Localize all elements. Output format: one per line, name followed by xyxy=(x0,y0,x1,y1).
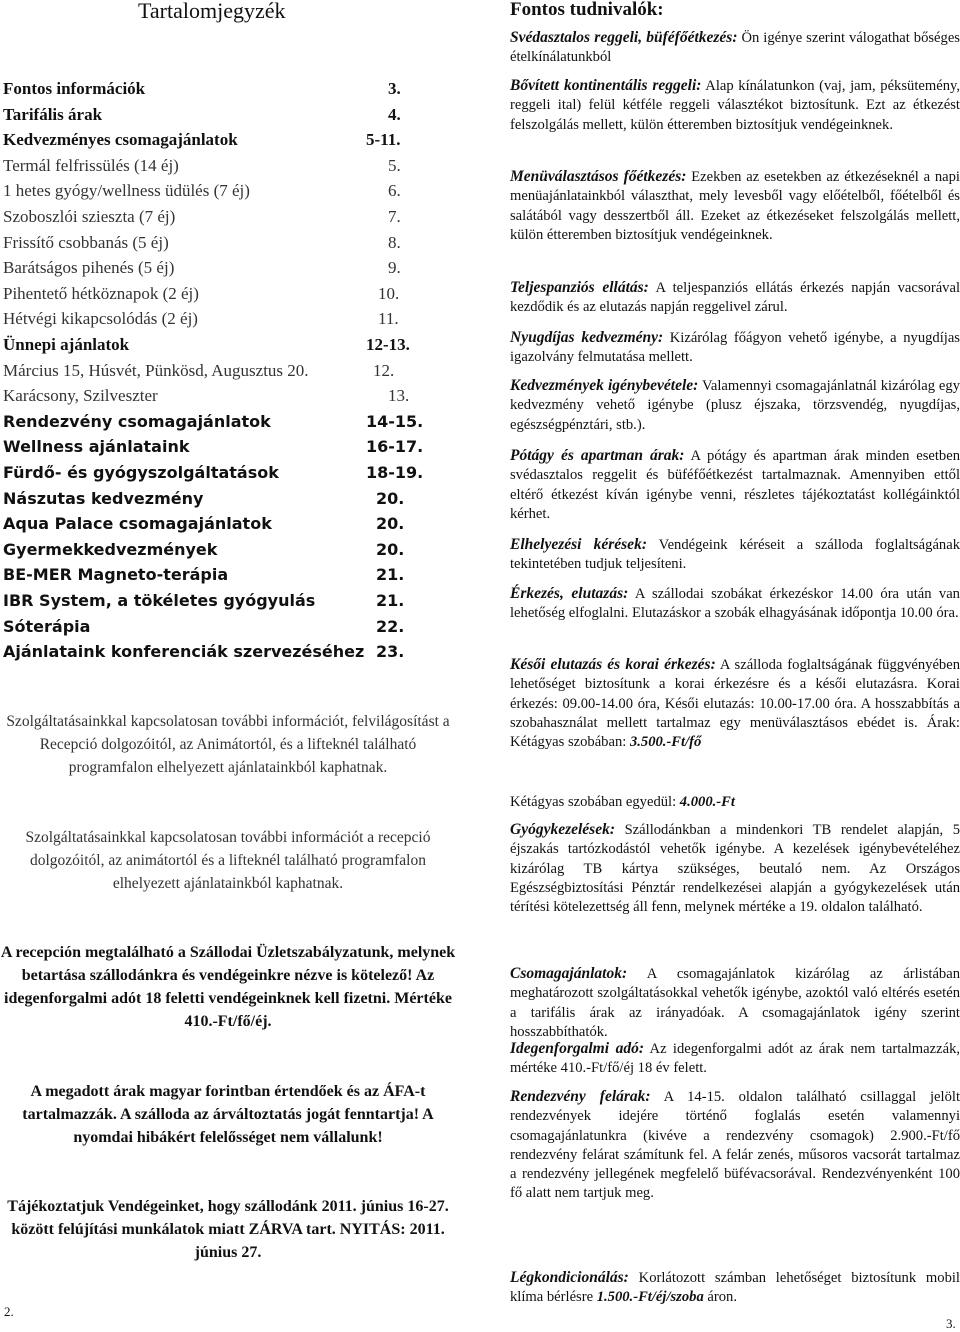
info-item xyxy=(510,655,960,752)
toc-item-label: Fürdő- és gyógyszolgáltatások xyxy=(3,463,279,482)
toc-item[interactable] xyxy=(3,588,403,613)
toc-item-page: 6. xyxy=(388,181,401,201)
info-item-text: Kizárólag főágyon vehető igénybe, a nyugdíjas igazolvány felmutatása mellett. xyxy=(510,330,960,366)
info-item xyxy=(510,1039,960,1079)
toc-item[interactable] xyxy=(3,537,403,562)
toc-item-label: Pihentető hétköznapok (2 éj) xyxy=(3,283,199,303)
toc-item[interactable] xyxy=(3,281,403,306)
toc-item[interactable] xyxy=(3,230,403,255)
info-item-key: Nyugdíjas kedvezmény: xyxy=(510,329,664,346)
info-item-text: Vendégeink kéréseit a szálloda foglaltságának tekintetében tudjuk teljesíteni. xyxy=(510,537,960,573)
info-item-price: 3.500.-Ft/fő xyxy=(629,734,702,751)
toc-item-label: Rendezvény csomagajánlatok xyxy=(3,411,271,431)
toc-item-label: Gyermekkedvezmények xyxy=(3,539,218,559)
info-item xyxy=(510,28,960,68)
toc-item[interactable] xyxy=(3,562,403,587)
toc-item-label: Nászutas kedvezmény xyxy=(3,488,204,508)
toc-item[interactable] xyxy=(3,486,403,511)
toc-item-page: 10. xyxy=(378,283,400,303)
toc-item-page: 20. xyxy=(376,488,405,508)
toc-item-label: Ünnepi ajánlatok xyxy=(3,335,130,354)
toc-item-page: 8. xyxy=(388,232,401,252)
info-item xyxy=(510,1087,960,1204)
toc-item[interactable] xyxy=(3,460,424,485)
toc-item-page: 16-17. xyxy=(366,437,424,457)
info-item-key: Idegenforgalmi adó: xyxy=(510,1040,645,1057)
toc-item[interactable] xyxy=(3,178,403,203)
page-number-right: 3. xyxy=(946,1316,956,1331)
toc-item-label: Ajánlataink konferenciák szervezéséhez xyxy=(3,642,365,662)
info-item-text: Az idegenforgalmi adót az árak nem tartalmazzák, mértéke 410.-Ft/fő/éj 18 év felett. xyxy=(510,1041,960,1077)
toc-item-page: 5. xyxy=(388,155,401,175)
toc-item[interactable] xyxy=(3,204,403,229)
toc-item-page: 11. xyxy=(378,309,399,329)
info-item-text: Szállodánkban a mindenkori TB rendelet alapján, 5 éjszakás tartózkodástól vehetők igénybe. A kezelések igénybevételéhez kizárólag TB kártya szükséges, beutaló nem. Az Országos Egészségbiztosítási Pénztár rendelkezései alapján a gyógykezelések után térítési kötelezettség áll fenn, melynek mértéke a 19. oldalon található. xyxy=(510,822,960,916)
info-item-key: Svédasztalos reggeli, büféfőétkezés: xyxy=(510,29,738,46)
info-item-text: A pótágy és apartman árak minden esetben svédasztalos reggelit és büféfőétkezést tartalmaznak. Amennyiben ettől eltérő étkezést kíván igénybe venni, részletes tájékoztatást kollégáinktól kérhet. xyxy=(510,448,960,522)
info-item xyxy=(510,964,960,1042)
toc-item-label: IBR System, a tökéletes gyógyulás xyxy=(3,591,316,610)
toc-item[interactable] xyxy=(3,434,424,459)
info-item-price: 4.000.-Ft xyxy=(679,794,735,810)
info-item-key: Bővített kontinentális reggeli: xyxy=(510,77,702,94)
toc-item-label: Kedvezményes csomagajánlatok xyxy=(3,130,238,150)
info-item-text: Kétágyas szobában egyedül: xyxy=(510,794,680,810)
info-item-key: Teljespanziós ellátás: xyxy=(510,279,649,296)
info-item xyxy=(510,446,960,524)
info-item-text: Ezekben az esetekben az étkezéseknél a napi menüajánlatainkból választhat, mely levesből vagy előételből, főételből és salátából vagy desszertből áll. Ezeket az étkezéseket felszolgálás mellett, külön étteremben biztosítjuk vendégeinknek. xyxy=(510,169,960,243)
prices-notice: A megadott árak magyar forintban értendőek és az ÁFA-t tartalmazzák. A szálloda az árváltoztatás jogát fenntartja! A nyomdai hibákért felelősséget nem vállalunk! xyxy=(22,1083,434,1146)
info-item-tail: áron. xyxy=(703,1289,737,1306)
toc-title: Tartalomjegyzék xyxy=(138,0,286,23)
info-item-text: A szállodai szobákat érkezéskor 14.00 óra után van lehetőség elfoglalni. Elutazáskor a szobák elhagyásának időpontja 10.00 óra. xyxy=(510,586,960,622)
info-notice-2: Szolgáltatásainkkal kapcsolatosan további információt a recepció dolgozóitól, az animátortól és a lifteknél található programfalon elhelyezett ajánlatainkból kaphatnak. xyxy=(25,829,431,892)
info-item-text: Alap kínálatunkon (vaj, jam, péksütemény, reggeli ital) felül kétféle reggeli választékot biztosítunk. Ezt az étkezést felszolgálás mellett, külön étteremben biztosítjuk vendégeinknek. xyxy=(510,78,960,133)
info-item-text: A szálloda foglaltságának függvényében lehetőséget biztosítunk a korai érkezésre és a késői elutazásra. Korai érkezés: 09.00-14.00 óra, Késői elutazás: 10.00-17.00 óra. A hosszabbítás a szobahasználat mellett tartalmaz egy menüválasztásos ebédet is. Árak: Kétágyas szobában: xyxy=(510,657,960,751)
info-item-text: Ön igénye szerint válogathat bőséges ételkínálatunkból xyxy=(510,30,960,66)
toc-item[interactable] xyxy=(3,102,403,127)
info-item-key: Rendezvény felárak: xyxy=(510,1088,651,1105)
info-item-key: Gyógykezelések: xyxy=(510,821,616,838)
toc-item[interactable] xyxy=(3,358,403,383)
rules-notice: A recepción megtalálható a Szállodai Üzletszabályzatunk, melynek betartása szállodánkra és vendégeinkre nézve is kötelező! Az idegenforgalmi adót 18 feletti vendégeinknek kell fizetni. Mértéke 410.-Ft/fő/éj. xyxy=(0,944,456,1030)
toc-item[interactable] xyxy=(3,639,403,664)
info-item-key: Érkezés, elutazás: xyxy=(510,585,629,602)
toc-item-label: 1 hetes gyógy/wellness üdülés (7 éj) xyxy=(3,181,250,201)
toc-item-label: Termál felfrissülés (14 éj) xyxy=(3,155,179,175)
info-item xyxy=(510,167,960,245)
toc-item-label: Tarifális árak xyxy=(3,104,103,124)
info-item xyxy=(510,793,960,812)
info-item xyxy=(510,820,960,917)
toc-item-page: 12-13. xyxy=(366,335,410,354)
toc-item-page: 4. xyxy=(388,104,401,124)
closure-notice: Tájékoztatjuk Vendégeinket, hogy szállodánk 2011. június 16-27. között felújítási munkálatok miatt ZÁRVA tart. NYITÁS: 2011. június 27. xyxy=(7,1198,449,1261)
toc-item[interactable] xyxy=(3,127,403,152)
toc-item[interactable] xyxy=(3,76,403,101)
toc-item-label: Wellness ajánlataink xyxy=(3,437,190,457)
info-item-text: A csomagajánlatok kizárólag az árlistában meghatározott szolgáltatásokkal vehetők igénybe, azoktól való eltérés esetén a tarifális árak az irányadóak. A csomagajánlatok igény szerint hosszabbíthatók. xyxy=(510,966,960,1040)
info-item-text: Korlátozott számban lehetőséget biztosítunk mobil klíma bérlésre xyxy=(510,1270,960,1306)
toc-item[interactable] xyxy=(3,409,424,434)
toc-item-label: Szoboszlói szieszta (7 éj) xyxy=(3,207,176,226)
info-item-key: Légkondicionálás: xyxy=(510,1269,629,1286)
info-item xyxy=(510,278,960,318)
info-item-key: Elhelyezési kérések: xyxy=(510,536,647,553)
info-item-text: Valamennyi csomagajánlatnál kizárólag egy kedvezmény vehető igénybe (plusz éjszaka, törzsvendég, nyugdíjas, egészségpénztári, stb.). xyxy=(510,378,960,433)
toc-item-page: 7. xyxy=(388,207,401,226)
toc-item-label: Aqua Palace csomagajánlatok xyxy=(3,514,272,534)
info-item xyxy=(510,535,960,575)
toc-item[interactable] xyxy=(3,511,403,536)
toc-item-page: 20. xyxy=(376,514,405,534)
info-item xyxy=(510,76,960,135)
toc-item-page: 21. xyxy=(376,565,405,585)
page-number-left: 2. xyxy=(4,1304,14,1319)
info-item xyxy=(510,1268,960,1308)
toc-item-label: Barátságos pihenés (5 éj) xyxy=(3,258,175,278)
toc-item-page: 20. xyxy=(376,539,405,559)
info-item-text: A teljespanziós ellátás érkezés napján vacsorával kezdődik és az elutazás napján reggelivel zárul. xyxy=(510,280,960,316)
toc-item-page: 13. xyxy=(388,386,410,406)
toc-item[interactable] xyxy=(3,255,403,280)
info-title: Fontos tudnivalók: xyxy=(510,0,664,20)
toc-item-label: Hétvégi kikapcsolódás (2 éj) xyxy=(3,309,198,329)
info-item-price: 1.500.-Ft/éj/szoba xyxy=(596,1289,704,1306)
info-item-key: Menüválasztásos főétkezés: xyxy=(510,168,687,185)
toc-item-page: 22. xyxy=(376,616,405,636)
toc-item[interactable] xyxy=(3,383,410,408)
toc-item-page: 12. xyxy=(373,360,395,380)
info-item xyxy=(510,584,960,624)
toc-item-page: 3. xyxy=(388,79,401,98)
toc-item[interactable] xyxy=(3,153,403,178)
toc-item[interactable] xyxy=(3,306,403,331)
toc-item[interactable] xyxy=(3,614,403,639)
info-item-key: Kedvezmények igénybevétele: xyxy=(510,377,699,394)
info-notice-1: Szolgáltatásainkkal kapcsolatosan további információt, felvilágosítást a Recepció dolgozóitól, az Animátortól, és a lifteknél található programfalon elhelyezett ajánlatainkból kaphatnak. xyxy=(6,713,450,776)
toc-item-page: 18-19. xyxy=(366,463,424,482)
toc-item-label: BE-MER Magneto-terápia xyxy=(3,565,229,585)
info-item-key: Csomagajánlatok: xyxy=(510,965,628,982)
toc-item-page: 21. xyxy=(376,591,405,610)
info-item-key: Késői elutazás és korai érkezés: xyxy=(510,656,716,673)
toc-item-label: Március 15, Húsvét, Pünkösd, Augusztus 20. xyxy=(3,360,309,380)
toc-item-page: 9. xyxy=(388,258,401,278)
info-item-text: A 14-15. oldalon található csillaggal jelölt rendezvények idejére történő foglalás esetén valamennyi csomagajánlatunkra (kivéve a rendezvény csomagok) 2.900.-Ft/fő rendezvény felárat számítunk fel. A felár zenés, műsoros vacsorát tartalmaz a rendezvény jellegének megfelelő büfévacsorával. Rendezvényenként 100 fő alatt nem tartjuk meg. xyxy=(510,1089,960,1202)
toc-item-label: Fontos információk xyxy=(3,79,146,98)
toc-item-label: Karácsony, Szilveszter xyxy=(3,386,158,406)
toc-item[interactable] xyxy=(3,332,410,357)
toc-item-page: 23. xyxy=(376,642,405,662)
toc-item-page: 14-15. xyxy=(366,411,424,431)
info-item xyxy=(510,376,960,435)
info-item xyxy=(510,328,960,368)
toc-item-label: Sóterápia xyxy=(3,616,91,636)
info-item-key: Pótágy és apartman árak: xyxy=(510,447,685,464)
toc-item-page: 5-11. xyxy=(366,130,401,150)
toc-item-label: Frissítő csobbanás (5 éj) xyxy=(3,232,169,252)
